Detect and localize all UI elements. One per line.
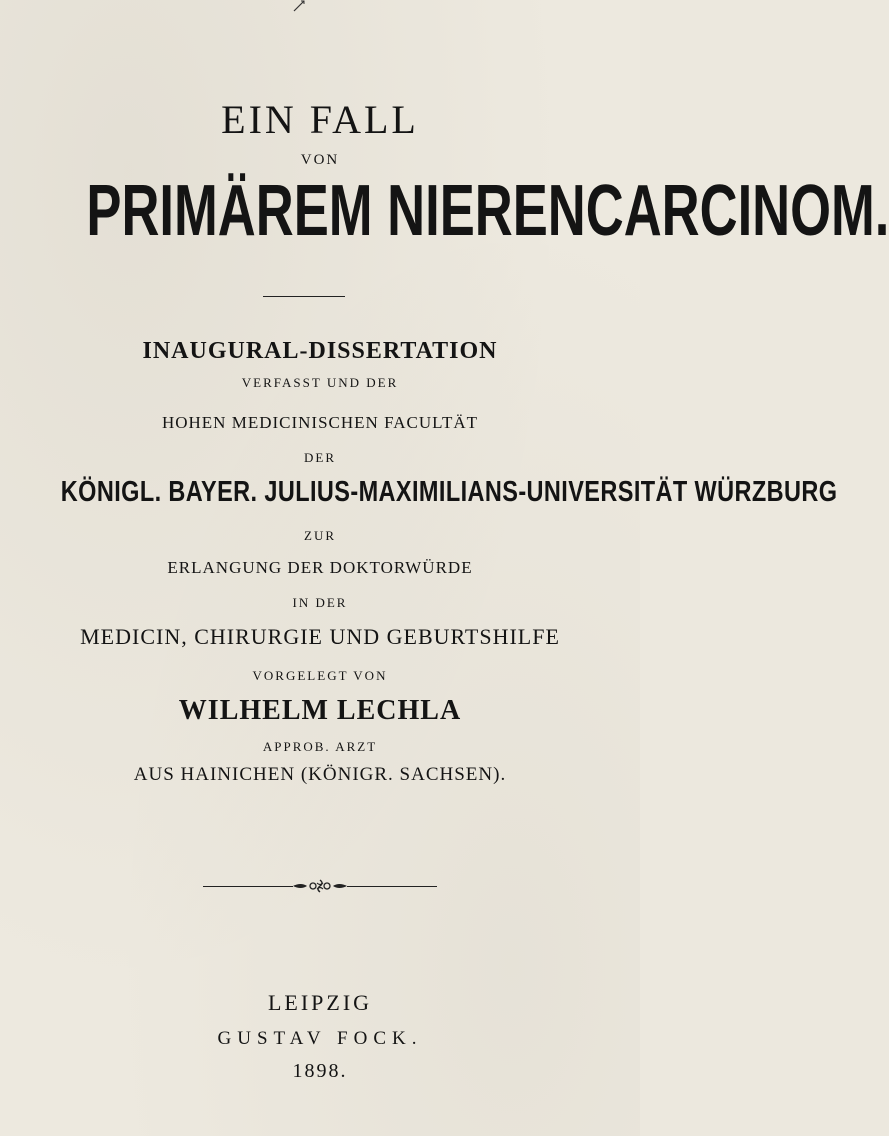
disciplines-line: MEDICIN, CHIRURGIE UND GEBURTSHILFE — [80, 624, 560, 649]
erlangung-line: ERLANGUNG DER DOKTORWÜRDE — [167, 558, 473, 577]
pencil-mark — [292, 0, 306, 12]
ornament-divider — [0, 876, 640, 896]
author-origin: AUS HAINICHEN (KÖNIGR. SACHSEN). — [133, 764, 507, 785]
der-line: DER — [304, 450, 336, 465]
main-title: PRIMÄREM NIERENCARCINOM. — [86, 171, 889, 251]
university-line: KÖNIGL. BAYER. JULIUS-MAXIMILIANS-UNIVERSITÄT WÜRZBURG — [60, 476, 838, 508]
von-label: VON — [300, 152, 340, 168]
in-der-line: IN DER — [292, 595, 348, 610]
year-line: 1898. — [292, 1060, 348, 1082]
place-line: LEIPZIG — [267, 990, 373, 1015]
publisher-line: GUSTAV FOCK. — [217, 1028, 423, 1049]
vorgelegt-line: VORGELEGT VON — [252, 668, 388, 683]
ornament-flourish-icon — [293, 878, 347, 894]
verfasst-line: VERFASST UND DER — [241, 375, 399, 390]
faculty-line: HOHEN MEDICINISCHEN FACULTÄT — [161, 413, 479, 432]
dissertation-heading: INAUGURAL-DISSERTATION — [142, 338, 498, 364]
divider-rule — [263, 296, 345, 297]
title-line-1: EIN FALL — [221, 97, 419, 142]
ornament-right-rule — [347, 886, 437, 887]
author-name: WILHELM LECHLA — [178, 695, 462, 726]
ornament-left-rule — [203, 886, 293, 887]
author-title: APPROB. ARZT — [262, 739, 378, 754]
zur-line: ZUR — [304, 528, 336, 543]
